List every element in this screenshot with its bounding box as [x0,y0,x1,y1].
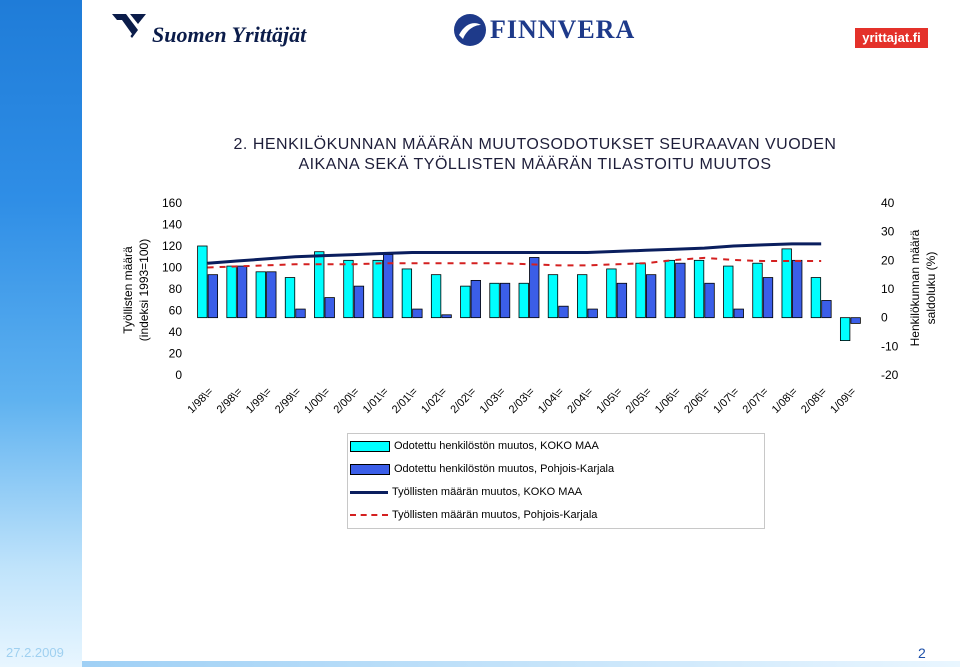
x-tick-label: 1/08\= [769,385,801,416]
finnvera-logo: FINNVERA [490,15,636,44]
left-tick-label: 80 [168,282,182,296]
bar-pohjois-karjala [267,272,277,318]
bar-koko-maa [753,263,763,317]
legend-label: Työllisten määrän muutos, KOKO MAA [392,486,583,498]
x-tick-label: 2/08\= [798,385,830,416]
left-axis-label: Työllisten määrä [121,246,135,334]
bar-koko-maa [694,260,704,317]
bar-pohjois-karjala [588,309,598,318]
x-tick-label: 1/09\= [828,385,859,416]
bar-koko-maa [490,283,500,317]
x-tick-label: 1/05\= [594,385,625,416]
bar-pohjois-karjala [325,298,335,318]
x-tick-label: 1/03\= [477,385,508,416]
bar-pohjois-karjala [646,275,656,318]
bar-koko-maa [198,246,208,318]
x-tick-label: 1/07\= [711,385,742,416]
legend-item [348,459,614,479]
bar-pohjois-karjala [500,283,510,317]
left-tick-label: 20 [168,346,182,361]
suomen-yrittajat-logo: Suomen Yrittäjät [152,22,307,47]
x-tick-label: 2/01\= [389,385,421,416]
chart-title-line1: 2. HENKILÖKUNNAN MÄÄRÄN MUUTOSODOTUKSET SEURAAVAN VUODEN [233,136,837,153]
bar-pohjois-karjala [676,263,686,317]
bar-koko-maa [665,260,675,317]
x-tick-label: 2/03\= [506,385,538,416]
x-tick-label: 2/06\= [682,385,713,416]
line-koko-maa [208,244,822,263]
legend-label: Työllisten määrän muutos, Pohjois-Karjala [392,509,598,521]
legend-swatch [350,491,388,494]
x-tick-label: 1/00\= [302,385,333,416]
bar-koko-maa [636,263,646,317]
left-tick-label: 160 [161,196,182,210]
bar-pohjois-karjala [763,278,773,318]
bar-pohjois-karjala [208,275,218,318]
legend-swatch [350,441,390,452]
legend-swatch [350,464,390,475]
bar-koko-maa [782,249,792,318]
bar-pohjois-karjala [471,280,481,317]
left-tick-label: 40 [168,325,182,339]
legend [347,433,765,529]
x-tick-label: 1/02\= [419,385,450,416]
left-tick-label: 120 [161,239,182,253]
right-tick-label: 10 [881,282,895,296]
legend-item [348,482,582,502]
x-tick-label: 1/06\= [652,385,684,416]
bar-koko-maa [840,318,850,341]
bar-pohjois-karjala [296,309,306,318]
bar-koko-maa [227,266,237,318]
left-tick-label: 0 [175,368,182,382]
bar-koko-maa [519,283,529,317]
bar-koko-maa [577,275,587,318]
left-tick-label: 60 [168,303,182,318]
bar-pohjois-karjala [851,318,861,324]
bar-koko-maa [314,252,324,318]
bar-pohjois-karjala [792,260,802,317]
bar-koko-maa [373,260,383,317]
left-tick-label: 140 [161,217,182,232]
bar-pohjois-karjala [442,315,452,318]
legend-label: Odotettu henkilöstön muutos, KOKO MAA [394,440,599,452]
bar-pohjois-karjala [354,286,364,318]
x-tick-label: 2/05\= [623,385,654,416]
bar-koko-maa [607,269,617,318]
chart-title-line2: AIKANA SEKÄ TYÖLLISTEN MÄÄRÄN TILASTOITU MUUTOS [298,156,772,173]
bar-koko-maa [724,266,734,318]
right-tick-label: 20 [881,253,895,268]
right-tick-label: 0 [881,310,888,325]
x-tick-label: 2/98\= [214,385,245,416]
bar-koko-maa [431,275,441,318]
x-tick-label: 2/00\= [331,385,362,416]
legend-label: Odotettu henkilöstön muutos, Pohjois-Karjala [394,463,615,475]
x-tick-label: 1/98\= [185,385,216,416]
bar-pohjois-karjala [617,283,627,317]
x-tick-label: 2/02\= [448,385,479,416]
x-tick-label: 2/07\= [740,385,771,416]
left-tick-label: 100 [161,260,182,275]
bar-pohjois-karjala [559,306,569,317]
bar-koko-maa [256,272,266,318]
bar-pohjois-karjala [413,309,423,318]
right-tick-label: -10 [881,339,899,354]
legend-swatch [350,514,388,516]
x-tick-label: 1/04\= [536,385,567,416]
right-tick-label: 40 [881,196,895,210]
bar-koko-maa [402,269,412,318]
x-tick-label: 2/99\= [273,385,304,416]
legend-item [348,505,597,525]
bar-koko-maa [811,278,821,318]
bar-koko-maa [285,278,295,318]
legend-item [348,436,599,456]
bar-koko-maa [548,275,558,318]
bar-pohjois-karjala [822,300,832,317]
footer-date: 27.2.2009 [6,645,64,660]
right-axis-label: saldoluku (%) [924,251,938,325]
right-tick-label: -20 [881,368,899,382]
yrittajat-fi-logo: yrittajat.fi [855,28,928,48]
bar-koko-maa [461,286,471,318]
bar-pohjois-karjala [237,266,247,318]
x-tick-label: 1/99\= [243,385,275,416]
bar-pohjois-karjala [734,309,744,318]
page-number: 2 [918,645,926,661]
x-tick-label: 1/01\= [360,385,392,416]
bar-pohjois-karjala [530,257,540,317]
bar-pohjois-karjala [705,283,715,317]
left-axis-label: (indeksi 1993=100) [137,238,151,342]
x-tick-label: 2/04\= [565,385,596,416]
right-axis-label: Henkilökunnan määrä [908,229,922,347]
bar-koko-maa [344,260,354,317]
right-tick-label: 30 [881,224,895,239]
